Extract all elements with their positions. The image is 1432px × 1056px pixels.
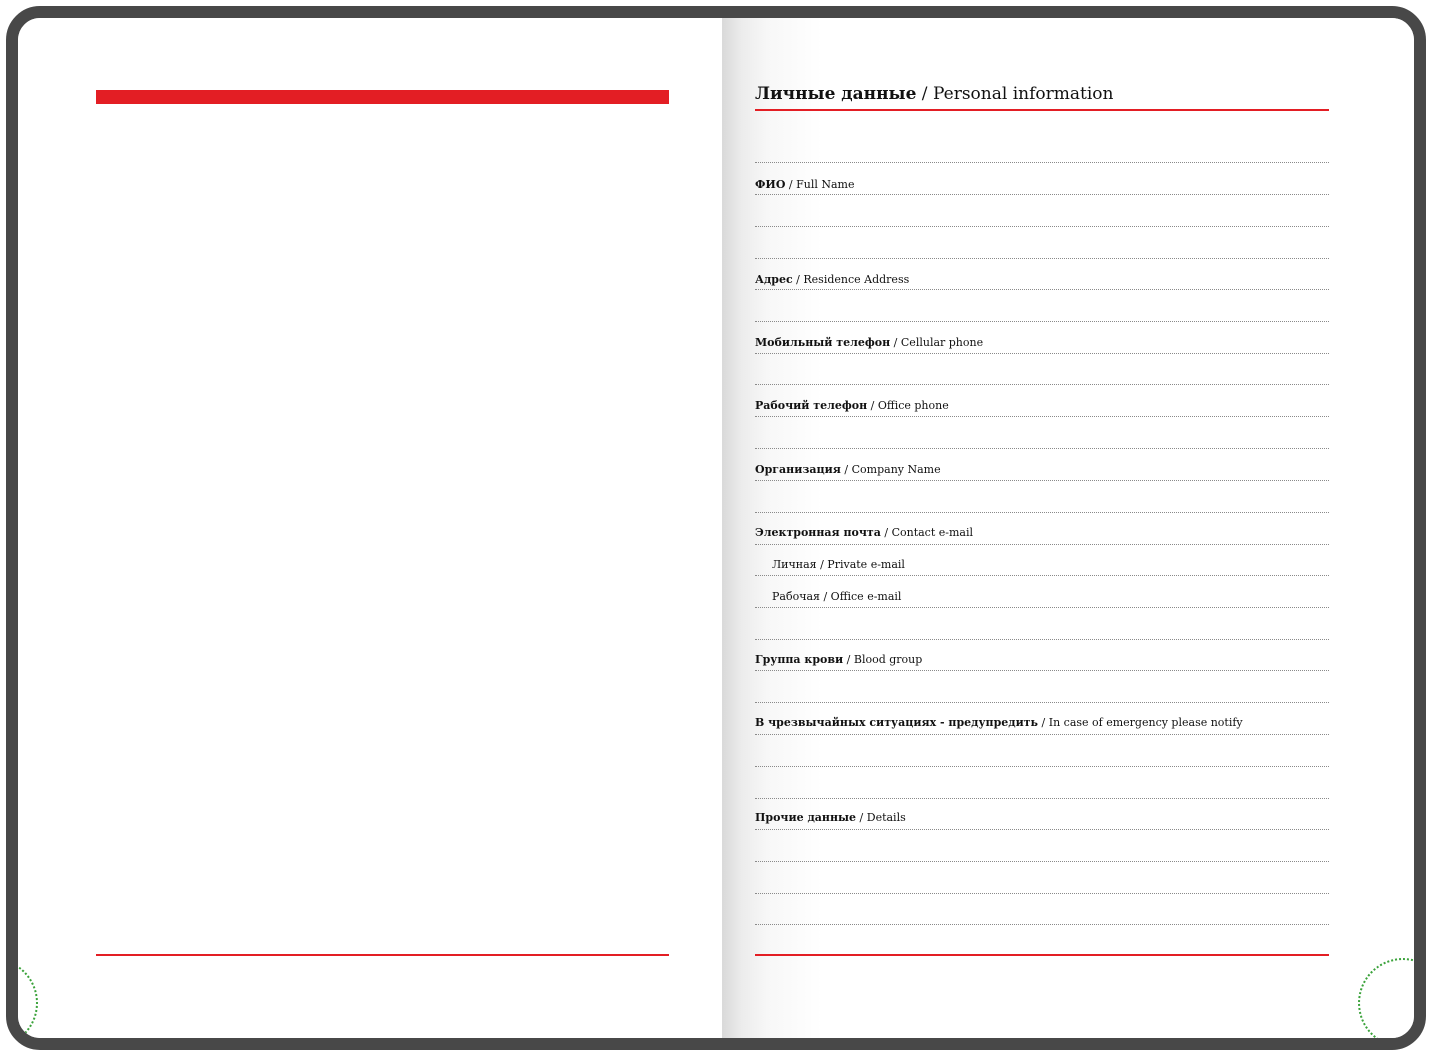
writing-line[interactable] bbox=[755, 893, 1329, 894]
field-label-blood-group: Группа крови / Blood group bbox=[755, 653, 923, 666]
page-title bbox=[755, 84, 1113, 104]
writing-line[interactable] bbox=[755, 861, 1329, 862]
bottom-red-line-left bbox=[96, 954, 669, 956]
field-label-office-phone: Рабочий телефон / Office phone bbox=[755, 399, 949, 412]
writing-line[interactable] bbox=[755, 321, 1329, 322]
writing-line[interactable] bbox=[755, 416, 1329, 417]
field-label-full-name: ФИО / Full Name bbox=[755, 178, 855, 191]
writing-line[interactable] bbox=[755, 258, 1329, 259]
writing-line[interactable] bbox=[755, 670, 1329, 671]
writing-line[interactable] bbox=[755, 766, 1329, 767]
top-red-bar bbox=[96, 90, 669, 104]
writing-line[interactable] bbox=[755, 226, 1329, 227]
field-label-company: Организация / Company Name bbox=[755, 463, 941, 476]
notebook-cover bbox=[6, 6, 1426, 1050]
left-page bbox=[18, 18, 722, 1038]
bottom-red-line-right bbox=[755, 954, 1329, 956]
writing-line[interactable] bbox=[755, 829, 1329, 830]
writing-line[interactable] bbox=[755, 162, 1329, 163]
writing-line[interactable] bbox=[755, 448, 1329, 449]
writing-line[interactable] bbox=[755, 512, 1329, 513]
title-sep: / bbox=[916, 84, 933, 104]
writing-line[interactable] bbox=[755, 924, 1329, 925]
writing-line[interactable] bbox=[755, 194, 1329, 195]
title-en: Personal information bbox=[932, 84, 1114, 104]
field-label-office-email: Рабочая / Office e-mail bbox=[772, 590, 902, 603]
writing-line[interactable] bbox=[755, 544, 1329, 545]
title-ru: Личные данные bbox=[755, 84, 917, 104]
writing-line[interactable] bbox=[755, 289, 1329, 290]
writing-line[interactable] bbox=[755, 607, 1329, 608]
writing-line[interactable] bbox=[755, 702, 1329, 703]
field-label-details: Прочие данные / Details bbox=[755, 811, 906, 824]
field-label-private-email: Личная / Private e-mail bbox=[772, 558, 905, 571]
writing-line[interactable] bbox=[755, 480, 1329, 481]
title-underline bbox=[755, 109, 1329, 111]
field-label-email: Электронная почта / Contact e-mail bbox=[755, 526, 974, 539]
writing-line[interactable] bbox=[755, 639, 1329, 640]
writing-line[interactable] bbox=[755, 575, 1329, 576]
field-label-mobile-phone: Мобильный телефон / Cellular phone bbox=[755, 336, 984, 349]
writing-line[interactable] bbox=[755, 353, 1329, 354]
field-label-emergency: В чрезвычайных ситуациях - предупредить / In case of emergency please notify bbox=[755, 716, 1243, 729]
writing-line[interactable] bbox=[755, 384, 1329, 385]
writing-line[interactable] bbox=[755, 798, 1329, 799]
writing-line[interactable] bbox=[755, 734, 1329, 735]
field-label-address: Адрес / Residence Address bbox=[755, 273, 910, 286]
corner-stitch-left bbox=[6, 958, 38, 1048]
